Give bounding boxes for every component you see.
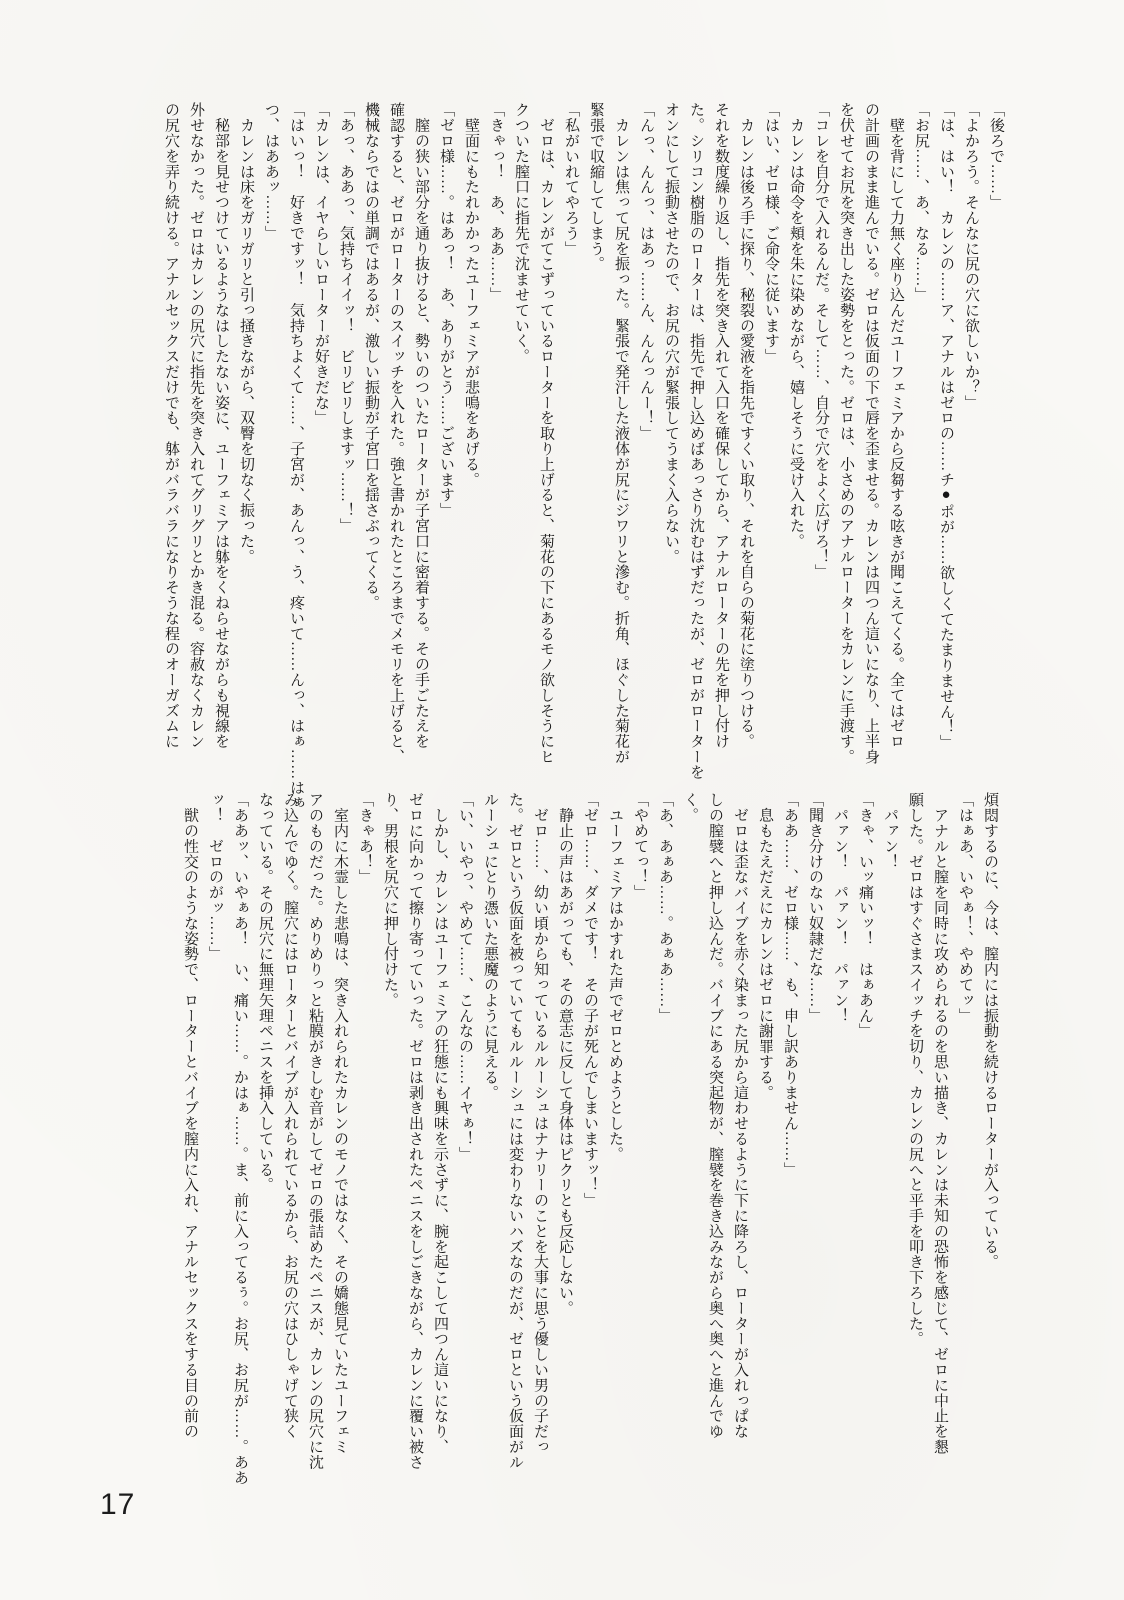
text-line: 「きゃっ！ あ、ああ……」 xyxy=(488,102,504,303)
text-line: 「きゃ、いッ痛いッ！ はぁあん」 xyxy=(857,792,873,1039)
text-line: た。ゼロという仮面を被っていてもルルーシュには変わりないハズなのだが、ゼロという仮面がル xyxy=(507,792,523,1470)
text-line: 「聞き分けのない奴隷だな……」 xyxy=(807,792,823,1023)
text-line: 「んっ、んんっ、はあっ……ん、んんっんー！」 xyxy=(638,102,654,441)
text-line: オンにして振動させたので、お尻の穴が緊張してうまく入らない。 xyxy=(663,102,679,564)
text-line: 願した。ゼロはすぐさまスイッチを切り、カレンの尻へと平手を叩き下ろした。 xyxy=(907,792,923,1347)
text-line: ゼロは歪なバイブを赤く染まった尻から這わせるように下に降ろし、ローターが入れっぱな xyxy=(732,792,748,1439)
text-line: 「やめてっ！」 xyxy=(632,792,648,900)
text-line: 「きゃあ！」 xyxy=(357,792,373,885)
text-line: の尻穴を弄り続ける。アナルセックスだけでも、躰がバラバラになりそうな程のオーガズムに xyxy=(163,102,179,749)
text-line: アのものだった。めりめりっと粘膜がきしむ音がしてゼロの張詰めたペニスが、カレンの尻穴に沈 xyxy=(307,792,323,1470)
text-line: 室内に木霊した悲鳴は、突き入れられたカレンのモノではなく、その嬌態見ていたユーフェミ xyxy=(332,792,348,1455)
text-line: く。 xyxy=(682,792,698,823)
text-line: み込んでゆく。膣穴にはローターとバイブが入れられているから、お尻の穴はひしゃげて狭く xyxy=(282,792,298,1439)
text-line: 壁を背にして力無く座り込んだユーフェミアから反芻する呟きが聞こえてくる。全てはゼロ xyxy=(888,102,904,749)
text-line: 膣の狭い部分を通り抜けると、勢いのついたローターが子宮口に密着する。その手ごたえを xyxy=(413,102,429,749)
text-line: 「は、はい！ カレンの……ア、アナルはゼロの……チ●ポが……欲しくてたまりません！」 xyxy=(938,102,954,750)
text-line: ゼロ……、幼い頃から知っているルルーシュはナナリーのことを大事に思う優しい男の子だっ xyxy=(532,792,548,1455)
text-line: り、男根を尻穴に押し付けた。 xyxy=(382,792,398,1008)
text-line: クついた膣口に指先で沈ませていく。 xyxy=(513,102,529,364)
text-line: カレンは床をガリガリと引っ掻きながら、双臀を切なく振った。 xyxy=(238,102,254,564)
text-line: 「ゼロ……、ダメです！ その子が死んでしまいますッ！」 xyxy=(582,792,598,1208)
text-line: なっている。その尻穴に無理矢理ペニスを挿入している。 xyxy=(257,792,273,1193)
text-line: アナルと膣を同時に攻められるのを思い描き、カレンは未知の恐怖を感じて、ゼロに中止を懇 xyxy=(932,792,948,1455)
text-line: た。シリコン樹脂のローターは、指先で押し込めばあっさり沈むはずだったが、ゼロがローターを xyxy=(688,102,704,780)
text-line: 「ああッ、いやぁあ！ い、痛い……。かはぁ……。ま、前に入ってるぅ。お尻、お尻が……。ああ xyxy=(232,792,248,1485)
text-line: しかし、カレンはユーフェミアの狂態にも興味を示さずに、腕を起こして四つん這いになり、 xyxy=(432,792,448,1455)
text-line: 「あっ、ああっ、気持ちイイッ！ ビリビリしますッ……！」 xyxy=(338,102,354,534)
text-line: 「はいっ！ 好きですッ！ 気持ちよくて……、子宮が、あんっ、う、疼いて……んっ、はぁ……はぁ xyxy=(288,102,304,811)
text-line: 「コレを自分で入れるんだ。そして……、自分で穴をよく広げろ！」 xyxy=(813,102,829,580)
text-line: 「後ろで……」 xyxy=(988,102,1004,210)
text-line: 壁面にもたれかかったユーフェミアが悲鳴をあげる。 xyxy=(463,102,479,487)
text-line: 「よかろう。そんなに尻の穴に欲しいか？」 xyxy=(963,102,979,410)
text-line: を伏せてお尻を突き出した姿勢をとった。ゼロは、小さめのアナルローターをカレンに手渡す。 xyxy=(838,102,854,765)
text-line: ユーフェミアはかすれた声でゼロとめようとした。 xyxy=(607,792,623,1162)
text-line: 「私がいれてやろう」 xyxy=(563,102,579,256)
text-line: 機械ならではの単調ではあるが、激しい振動が子宮口を揺さぶってくる。 xyxy=(363,102,379,611)
text-line: 確認すると、ゼロがローターのスイッチを入れた。強と書かれたところまでメモリを上げると、 xyxy=(388,102,404,765)
text-line: 秘部を見せつけているようなはしたない姿に、ユーフェミアは躰をくねらせながらも視線を xyxy=(213,102,229,749)
text-line: 「あ、あぁあ……。あぁあ……」 xyxy=(657,792,673,1023)
text-line: ゼロは、カレンがてこずっているローターを取り上げると、菊花の下にあるモノ欲しそうにヒ xyxy=(538,102,554,765)
top-text-block xyxy=(158,102,1008,811)
text-line: 「はぁあ、いやぁ！、やめてッ」 xyxy=(957,792,973,1023)
text-line: カレンは焦って尻を振った。緊張で発汗した液体が尻にジワリと滲む。折角、ほぐした菊花が xyxy=(613,102,629,765)
text-line: 「はい、ゼロ様、ご命令に従います」 xyxy=(763,102,779,364)
text-line: つ、はああッ……」 xyxy=(263,102,279,241)
text-line: カレンは後ろ手に探り、秘裂の愛液を指先ですくい取り、それを自らの菊花に塗りつける。 xyxy=(738,102,754,749)
text-line: ッ！ ゼロのがッ……」 xyxy=(207,792,223,962)
text-line: 「い、いやっ、やめて……、こんなの……イヤぁ！」 xyxy=(457,792,473,1162)
text-line: ゼロに向かって擦り寄っていった。ゼロは剥き出されたペニスをしごきながら、カレンに覆い被さ xyxy=(407,792,423,1470)
text-line: 獣の性交のような姿勢で、ローターとバイブを膣内に入れ、アナルセックスをする目の前の xyxy=(182,792,198,1439)
text-line: 「ああ……、ゼロ様……、も、申し訳ありません……」 xyxy=(782,792,798,1177)
text-line: 息もたえだえにカレンはゼロに謝罪する。 xyxy=(757,792,773,1100)
text-line: 緊張で収縮してしまう。 xyxy=(588,102,604,272)
text-line: の計画のまま進んでいる。ゼロは仮面の下で唇を歪ませる。カレンは四つん這いになり、上半身 xyxy=(863,102,879,765)
text-line: しの膣襞へと押し込んだ。バイブにある突起物が、膣襞を巻き込みながら奥へ奥へと進んでゆ xyxy=(707,792,723,1439)
text-line: 静止の声はあがっても、その意志に反して身体はピクリとも反応しない。 xyxy=(557,792,573,1316)
text-line: 「カレンは、イヤらしいローターが好きだな」 xyxy=(313,102,329,426)
text-line: パァン！ パァン！ パァン！ xyxy=(832,792,848,1023)
text-line: 煩悶するのに、今は、膣内には振動を続けるローターが入っている。 xyxy=(982,792,998,1270)
text-line: パァン！ xyxy=(882,792,898,869)
text-line: ルーシュにとり憑いた悪魔のように見える。 xyxy=(482,792,498,1100)
text-line: それを数度繰り返し、指先を突き入れて入口を確保してから、アナルローターの先を押し付け xyxy=(713,102,729,749)
text-line: 「ゼロ様……。はあっ！ あ、ありがとう……ございます」 xyxy=(438,102,454,518)
text-line: カレンは命令を頬を朱に染めながら、嬉しそうに受け入れた。 xyxy=(788,102,804,549)
text-line: 「お尻……、あ、なる……」 xyxy=(913,102,929,303)
text-line: 外せなかった。ゼロはカレンの尻穴に指先を突き入れてグリグリとかき混る。容赦なくカレン xyxy=(188,102,204,749)
page-number: 17 xyxy=(100,1488,136,1521)
bottom-text-block xyxy=(177,792,1002,1485)
